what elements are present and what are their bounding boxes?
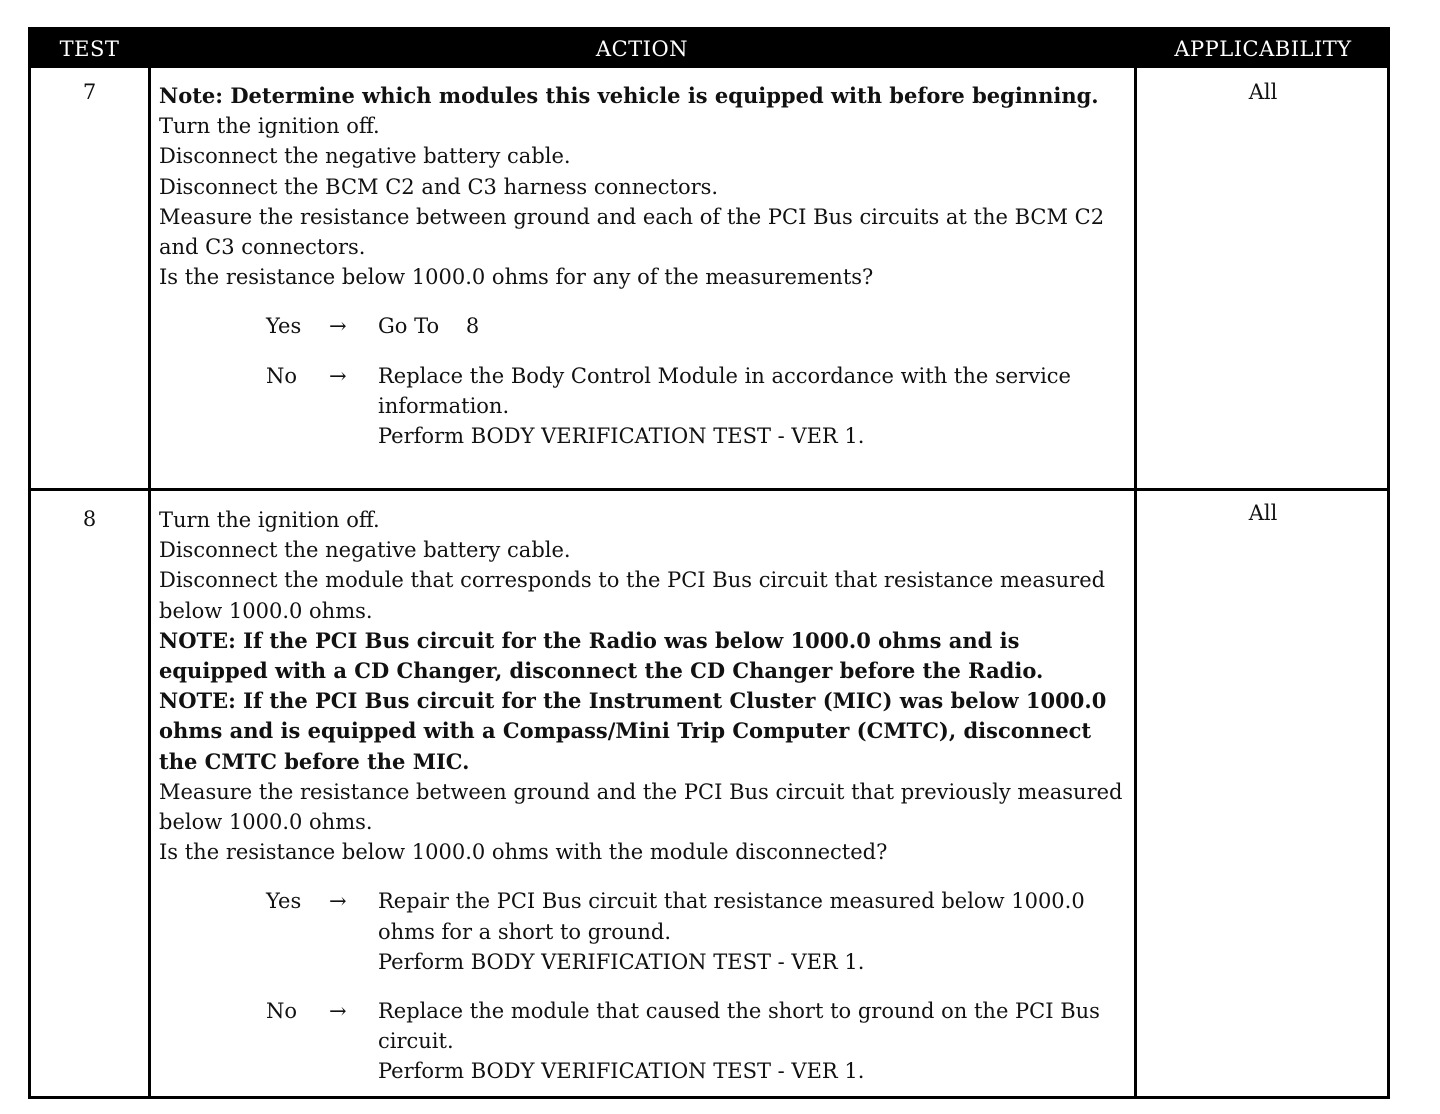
yes-label: Yes (266, 889, 302, 914)
step-text: Measure the resistance between ground and each of the PCI Bus circuits at the BCM C2 and C3 connectors. (159, 204, 1105, 260)
header-applicability: APPLICABILITY (1174, 37, 1352, 61)
step-text: Turn the ignition off. (159, 114, 380, 139)
action-cell (159, 81, 1128, 451)
header-test: TEST (59, 37, 120, 61)
step-text: Is the resistance below 1000.0 ohms for any of the measurements? (159, 265, 874, 290)
note-text: Note: Determine which modules this vehicle is equipped with before beginning. (159, 83, 1099, 108)
step-text: Measure the resistance between ground and the PCI Bus circuit that previously measured below 1000.0 ohms. (159, 779, 1123, 835)
perform-text: Perform BODY VERIFICATION TEST - VER 1. (378, 949, 865, 974)
no-label: No (266, 363, 298, 388)
no-branch (159, 996, 1128, 1087)
no-text: Replace the Body Control Module in accordance with the service information. (378, 363, 1071, 418)
yes-text: Go To 8 (378, 314, 480, 339)
table-row (31, 68, 1387, 488)
action-cell (159, 505, 1128, 1087)
step-text: Disconnect the BCM C2 and C3 harness connectors. (159, 174, 719, 199)
yes-label: Yes (266, 314, 302, 339)
arrow-right-icon: → (329, 314, 347, 339)
no-label: No (266, 999, 298, 1024)
arrow-right-icon: → (329, 363, 347, 388)
no-branch (159, 361, 1128, 452)
table-row (31, 491, 1387, 1096)
perform-text: Perform BODY VERIFICATION TEST - VER 1. (378, 1059, 865, 1084)
step-text: Disconnect the negative battery cable. (159, 144, 571, 169)
yes-text: Repair the PCI Bus circuit that resistance measured below 1000.0 ohms for a short to ground. (378, 889, 1085, 944)
no-text: Replace the module that caused the short to ground on the PCI Bus circuit. (378, 999, 1100, 1054)
step-text: Disconnect the module that corresponds to the PCI Bus circuit that resistance measured below 1000.0 ohms. (159, 568, 1106, 623)
yes-branch (159, 311, 1128, 341)
note-text: NOTE: If the PCI Bus circuit for the Radio was below 1000.0 ohms and is equipped with a CD Changer, disconnect the CD Changer before the Radio. (159, 627, 1044, 684)
test-number: 8 (82, 507, 97, 531)
perform-text: Perform BODY VERIFICATION TEST - VER 1. (378, 424, 865, 449)
step-text: Is the resistance below 1000.0 ohms with the module disconnected? (159, 840, 888, 865)
step-text: Turn the ignition off. (159, 508, 380, 532)
applicability-value: All (1248, 80, 1278, 104)
yes-branch (159, 886, 1128, 977)
diagnostic-table (28, 27, 1390, 1099)
table-header (31, 30, 1387, 68)
step-text: Disconnect the negative battery cable. (159, 538, 571, 563)
header-action: ACTION (595, 37, 689, 61)
arrow-right-icon: → (329, 999, 347, 1024)
arrow-right-icon: → (329, 889, 347, 914)
test-number: 7 (82, 80, 97, 104)
note-text: NOTE: If the PCI Bus circuit for the Instrument Cluster (MIC) was below 1000.0 ohms and is equipped with a Compass/Mini Trip Computer (CMTC), disconnect the CMTC before the MIC. (159, 688, 1107, 774)
applicability-value: All (1248, 501, 1278, 525)
